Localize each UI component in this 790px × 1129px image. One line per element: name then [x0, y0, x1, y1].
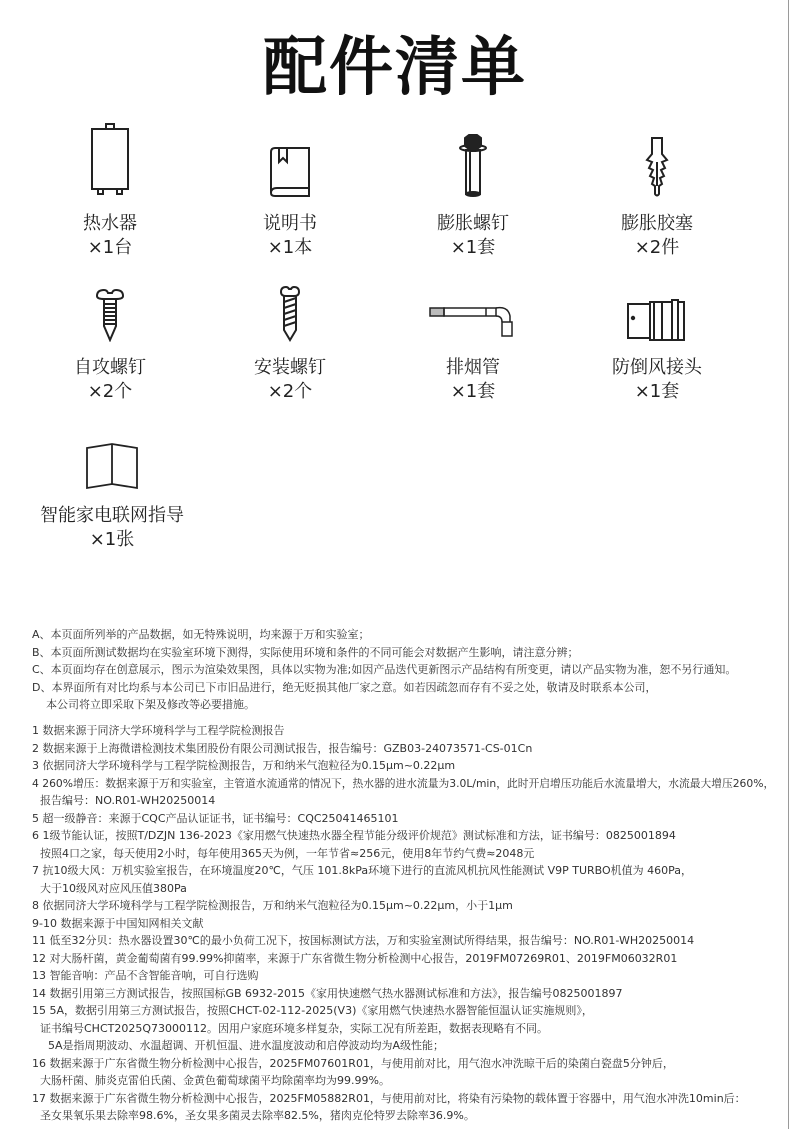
folded-leaflet-icon	[22, 410, 202, 490]
note-line: B、本页面所测试数据均在实验室环境下测得，实际使用环境和条件的不同可能会对数据产生影响，请注意分辨；	[32, 645, 579, 659]
reference-line: 5 超一级静音：来源于CQC产品认证证书，证书编号：CQC25041465101	[32, 811, 399, 825]
item-name: 自攻螺钉	[74, 357, 146, 378]
anti-backdraft-connector-icon	[567, 262, 747, 342]
data-references	[32, 722, 782, 1125]
accessory-item	[20, 262, 200, 404]
item-quantity: ×1套	[450, 237, 496, 258]
note-line: C、本页面均存在创意展示，图示为渲染效果图，具体以实物为准;如因产品迭代更新图示产品结构有所变更，请以产品实物为准，恕不另行通知。	[32, 663, 737, 676]
reference-line: 报告编号：NO.R01-WH20250014	[40, 794, 216, 807]
reference-line: 17 数据来源于广东省微生物分析检测中心报告，2025FM05882R01，与使用前对比，将染有污染物的载体置于容器中，用气泡水冲洗10min后：	[32, 1091, 746, 1105]
item-quantity: ×1套	[634, 381, 680, 402]
water-heater-icon	[20, 118, 200, 198]
accessory-item	[383, 262, 563, 404]
item-quantity: ×2个	[267, 381, 313, 402]
item-quantity: ×1张	[89, 529, 135, 550]
reference-line: 8 依据同济大学环境科学与工程学院检测报告，万和纳米气泡粒径为0.15μm~0.22μm，小于1μm	[32, 899, 513, 912]
accessory-item	[200, 118, 380, 260]
disclaimer-notes	[32, 626, 782, 714]
page-title: 配件清单	[263, 31, 527, 105]
reference-line: 16 数据来源于广东省微生物分析检测中心报告，2025FM07601R01，与使用前对比，用气泡水冲洗晾干后的染菌白瓷盘5分钟后，	[32, 1056, 674, 1070]
reference-line: 证书编号CHCT2025Q73000112。因用户家庭环境多样复杂，实际工况有所差距，数据表现略有不同。	[40, 1021, 548, 1035]
self-tapping-screw-icon	[20, 262, 200, 342]
item-name: 膨胀胶塞	[621, 213, 693, 234]
item-name: 防倒风接头	[612, 357, 702, 378]
note-line: D、本界面所有对比均系与本公司已下市旧品进行，绝无贬损其他厂家之意。如若因疏忽而存有不妥之处，敬请及时联系本公司，	[32, 680, 657, 694]
page-border	[788, 0, 789, 1129]
item-quantity: ×1套	[450, 381, 496, 402]
reference-line: 大肠杆菌、肺炎克雷伯氏菌、金黄色葡萄球菌平均除菌率均为99.99%。	[40, 1074, 390, 1087]
reference-line: 11 低至32分贝：热水器设置30℃的最小负荷工况下，按国标测试方法，万和实验室测试所得结果，报告编号：NO.R01-WH20250014	[32, 934, 695, 947]
note-line: 本公司将立即采取下架及修改等必要措施。	[46, 698, 255, 711]
accessory-item	[383, 118, 563, 260]
accessory-item	[567, 262, 747, 404]
reference-line: 14 数据引用第三方测试报告，按照国标GB 6932-2015《家用快速燃气热水器测试标准和方法》，报告编号0825001897	[32, 986, 623, 1000]
item-name: 热水器	[83, 213, 137, 234]
reference-line: 圣女果氧乐果去除率98.6%，圣女果多菌灵去除率82.5%，猪肉克伦特罗去除率36.9%。	[40, 1109, 475, 1122]
item-quantity: ×2个	[87, 381, 133, 402]
item-quantity: ×1台	[87, 237, 133, 258]
item-quantity: ×1本	[267, 237, 313, 258]
exhaust-pipe-icon	[383, 262, 563, 342]
accessory-item	[200, 262, 380, 404]
note-line: A、本页面所列举的产品数据，如无特殊说明，均来源于万和实验室；	[32, 628, 370, 641]
reference-line: 4 260%增压：数据来源于万和实验室，主管道水流通常的情况下，热水器的进水流量为3.0L/min，此时开启增压功能后水流量增大，水流最大增压260%，	[32, 776, 775, 790]
reference-line: 6 1级节能认证，按照T/DZJN 136-2023《家用燃气快速热水器全程节能分级评价规范》测试标准和方法，证书编号：0825001894	[32, 829, 676, 842]
reference-line: 2 数据来源于上海微谱检测技术集团股份有限公司测试报告，报告编号：GZB03-24073571-CS-01Cn	[32, 741, 533, 755]
item-quantity: ×2件	[634, 237, 680, 258]
manual-book-icon	[200, 118, 380, 198]
reference-line: 15 5A，数据引用第三方测试报告，按照CHCT-02-112-2025(V3)《家用燃气快速热水器智能恒温认证实施规则》，	[32, 1004, 593, 1017]
item-name: 说明书	[263, 213, 317, 234]
item-name: 排烟管	[446, 357, 500, 378]
reference-line: 9-10 数据来源于中国知网相关文献	[32, 916, 204, 930]
reference-line: 3 依据同济大学环境科学与工程学院检测报告，万和纳米气泡粒径为0.15μm~0.22μm	[32, 759, 456, 772]
reference-line: 大于10级风对应风压值380Pa	[40, 881, 187, 895]
accessory-item	[20, 118, 200, 260]
reference-line: 1 数据来源于同济大学环境科学与工程学院检测报告	[32, 724, 285, 737]
item-name: 膨胀螺钉	[437, 213, 509, 234]
reference-line: 7 抗10级大风：万机实验室报告，在环境温度20℃，气压 101.8kPa环境下进行的直流风机抗风性能测试 V9P TURBO机值为 460Pa，	[32, 864, 693, 877]
reference-line: 12 对大肠杆菌，黄金葡萄菌有99.99%抑菌率，来源于广东省微生物分析检测中心报告，2019FM07269R01、2019FM06032R01	[32, 951, 678, 965]
mounting-screw-icon	[200, 262, 380, 342]
expansion-bolt-icon	[383, 118, 563, 198]
item-name: 安装螺钉	[254, 357, 326, 378]
reference-line: 5A是指周期波动、水温超调、开机恒温、进水温度波动和启停波动均为A级性能；	[48, 1039, 445, 1052]
reference-line: 13 智能音响：产品不含智能音响，可自行选购	[32, 969, 259, 982]
item-name: 智能家电联网指导	[40, 505, 184, 526]
accessory-item	[567, 118, 747, 260]
reference-line: 按照4口之家，每天使用2小时，每年使用365天为例，一年节省≈256元，使用8年节约气费≈2048元	[40, 846, 535, 860]
wall-plug-icon	[567, 118, 747, 198]
accessory-item	[22, 410, 202, 552]
